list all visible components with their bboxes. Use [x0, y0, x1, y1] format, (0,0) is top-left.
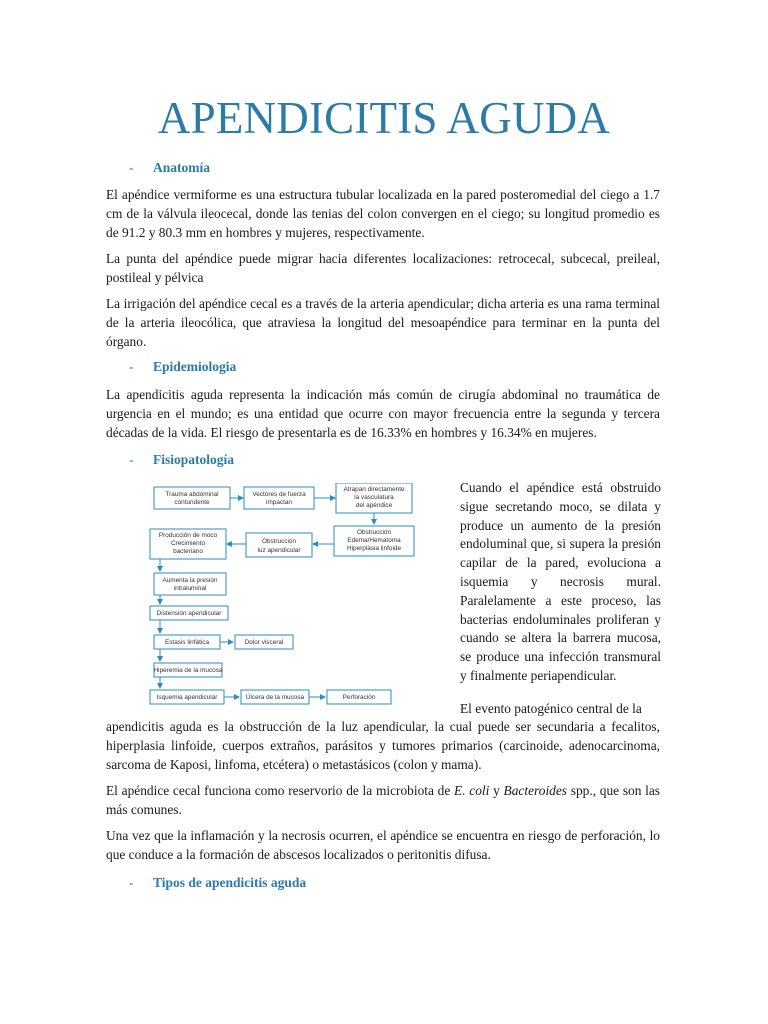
- pathophysiology-flow-diagram: [148, 483, 448, 713]
- box-text: Hiperplasia linfoide: [347, 545, 401, 552]
- box-text: contundente: [174, 499, 210, 506]
- box-vectores: [244, 487, 314, 509]
- paragraph-physio-4: Una vez que la inflamación y la necrosis ocurren, el apéndice se encuentra en riesgo de perforación, lo que conduce a la formación de abscesos localizados o peritonitis difusa.: [106, 828, 660, 862]
- box-dolor: [235, 635, 293, 649]
- section-heading-fisiopatologia: [129, 451, 234, 469]
- text-run-italic: E. coli: [454, 783, 490, 798]
- box-obstruccion-causas: [334, 526, 414, 556]
- text-run: y: [489, 783, 504, 798]
- box-perforacion: [327, 690, 391, 704]
- box-text: luz apendicular: [257, 547, 301, 554]
- section-heading-label: Epidemiologia: [153, 359, 237, 374]
- paragraph-physio-2-start: El evento patogénico central de la: [460, 701, 642, 716]
- box-text: Crecimiento: [170, 540, 206, 547]
- box-text: Edema/Hematoma: [347, 537, 401, 544]
- bullet-dash: -: [129, 359, 134, 374]
- section-heading-epidemiologia: [129, 358, 236, 376]
- box-text: Isquemia apendicular: [156, 694, 218, 701]
- page-title: APENDICITIS AGUDA: [157, 93, 611, 143]
- paragraph-physio-side: Cuando el apéndice está obstruido sigue secretando moco, se dilata y produce un aumento de la presión endoluminal que, si supera la presión capilar de la pared, evoluciona a isquemia y necrosis mural. Paralelamente a este proceso, las bacterias endoluminales proliferan y cuando se altera la barrera mucosa, se produce una infección transmural y finalmente periapendicular.: [460, 480, 661, 683]
- box-ulcera: [241, 690, 309, 704]
- paragraph-anatomy-1: El apéndice vermiforme es una estructura tubular localizada en la pared posteromedial del ciego a 1.7 cm de la válvula ileocecal, donde las tenias del colon convergen en el ciego; su longitud promedio es de 91.2 y 80.3 mm en hombres y mujeres, respectivamente.: [106, 187, 660, 240]
- box-text: Hiperemia de la mucosa: [153, 667, 223, 674]
- box-text: Obstrucción: [261, 538, 297, 545]
- box-hiperemia: [154, 663, 223, 677]
- box-obstruccion-luz: [246, 533, 312, 557]
- section-heading-label: Fisiopatología: [153, 452, 235, 467]
- paragraph-anatomy-3: La irrigación del apéndice cecal es a través de la arteria apendicular; dicha arteria es una rama terminal de la arteria ileocólica, que atraviesa la longitud del mesoapéndice para terminar en la punta del órgano.: [106, 296, 660, 349]
- bullet-dash: -: [129, 875, 134, 890]
- box-text: Distensión apendicular: [156, 610, 222, 617]
- box-distension: [150, 606, 228, 620]
- box-text: Aumenta la presión: [162, 577, 218, 584]
- box-estasis: [154, 635, 220, 649]
- box-trauma: [154, 487, 230, 509]
- box-atrapan: [336, 483, 412, 513]
- box-text: Obstrucción: [356, 529, 392, 536]
- bullet-dash: -: [129, 160, 134, 175]
- paragraph-epidemiology: La apendicitis aguda representa la indicación más común de cirugía abdominal no traumática de urgencia en el mundo; es una entidad que ocurre con mayor frecuencia entre la segunda y tercera décadas de la vida. El riesgo de presentarla es de 16.33% en hombres y 16.34% en mujeres.: [106, 387, 660, 440]
- text-run: El apéndice cecal funciona como reservorio de la microbiota de: [106, 783, 455, 798]
- box-text: Úlcera de la mucosa: [245, 694, 305, 701]
- box-text: bacteriano: [173, 548, 203, 555]
- box-text: Estasis linfática: [164, 639, 210, 646]
- box-produccion: [150, 529, 226, 559]
- section-heading-label: Anatomía: [153, 160, 210, 175]
- section-heading-tipos: [129, 874, 306, 892]
- section-heading-label: Tipos de apendicitis aguda: [153, 875, 307, 890]
- text-run-italic: Bacteroides: [503, 783, 568, 798]
- box-text: Vectores de fuerza: [252, 491, 306, 498]
- box-text: del apéndice: [355, 502, 393, 509]
- box-text: Perforación: [342, 694, 376, 701]
- text-run: spp., que son las más comunes.: [106, 783, 661, 817]
- section-heading-anatomia: [129, 159, 210, 177]
- paragraph-anatomy-2: La punta del apéndice puede migrar hacia diferentes localizaciones: retrocecal, subcecal, preileal, postileal y pélvica: [106, 251, 660, 285]
- box-text: intraluminal: [173, 585, 207, 592]
- paragraph-physio-3: [106, 782, 660, 820]
- box-isquemia: [150, 690, 224, 704]
- box-text: Atrapan directamente: [343, 486, 405, 493]
- box-text: Producción de moco: [158, 532, 218, 539]
- box-text: Dolor visceral: [244, 639, 284, 646]
- box-text: Trauma abdominal: [165, 491, 219, 498]
- box-presion: [154, 573, 226, 595]
- box-text: la vasculatura: [354, 494, 394, 501]
- bullet-dash: -: [129, 452, 134, 467]
- paragraph-physio-2: apendicitis aguda es la obstrucción de la luz apendicular, la cual puede ser secundaria a fecalitos, hiperplasia linfoide, cuerpos extraños, parásitos y tumores primarios (carcinoide, adenocarcinoma, sarcoma de Kaposi, linfoma, etcétera) o metastásicos (colon y mama).: [106, 719, 660, 772]
- box-text: impactan: [266, 499, 292, 506]
